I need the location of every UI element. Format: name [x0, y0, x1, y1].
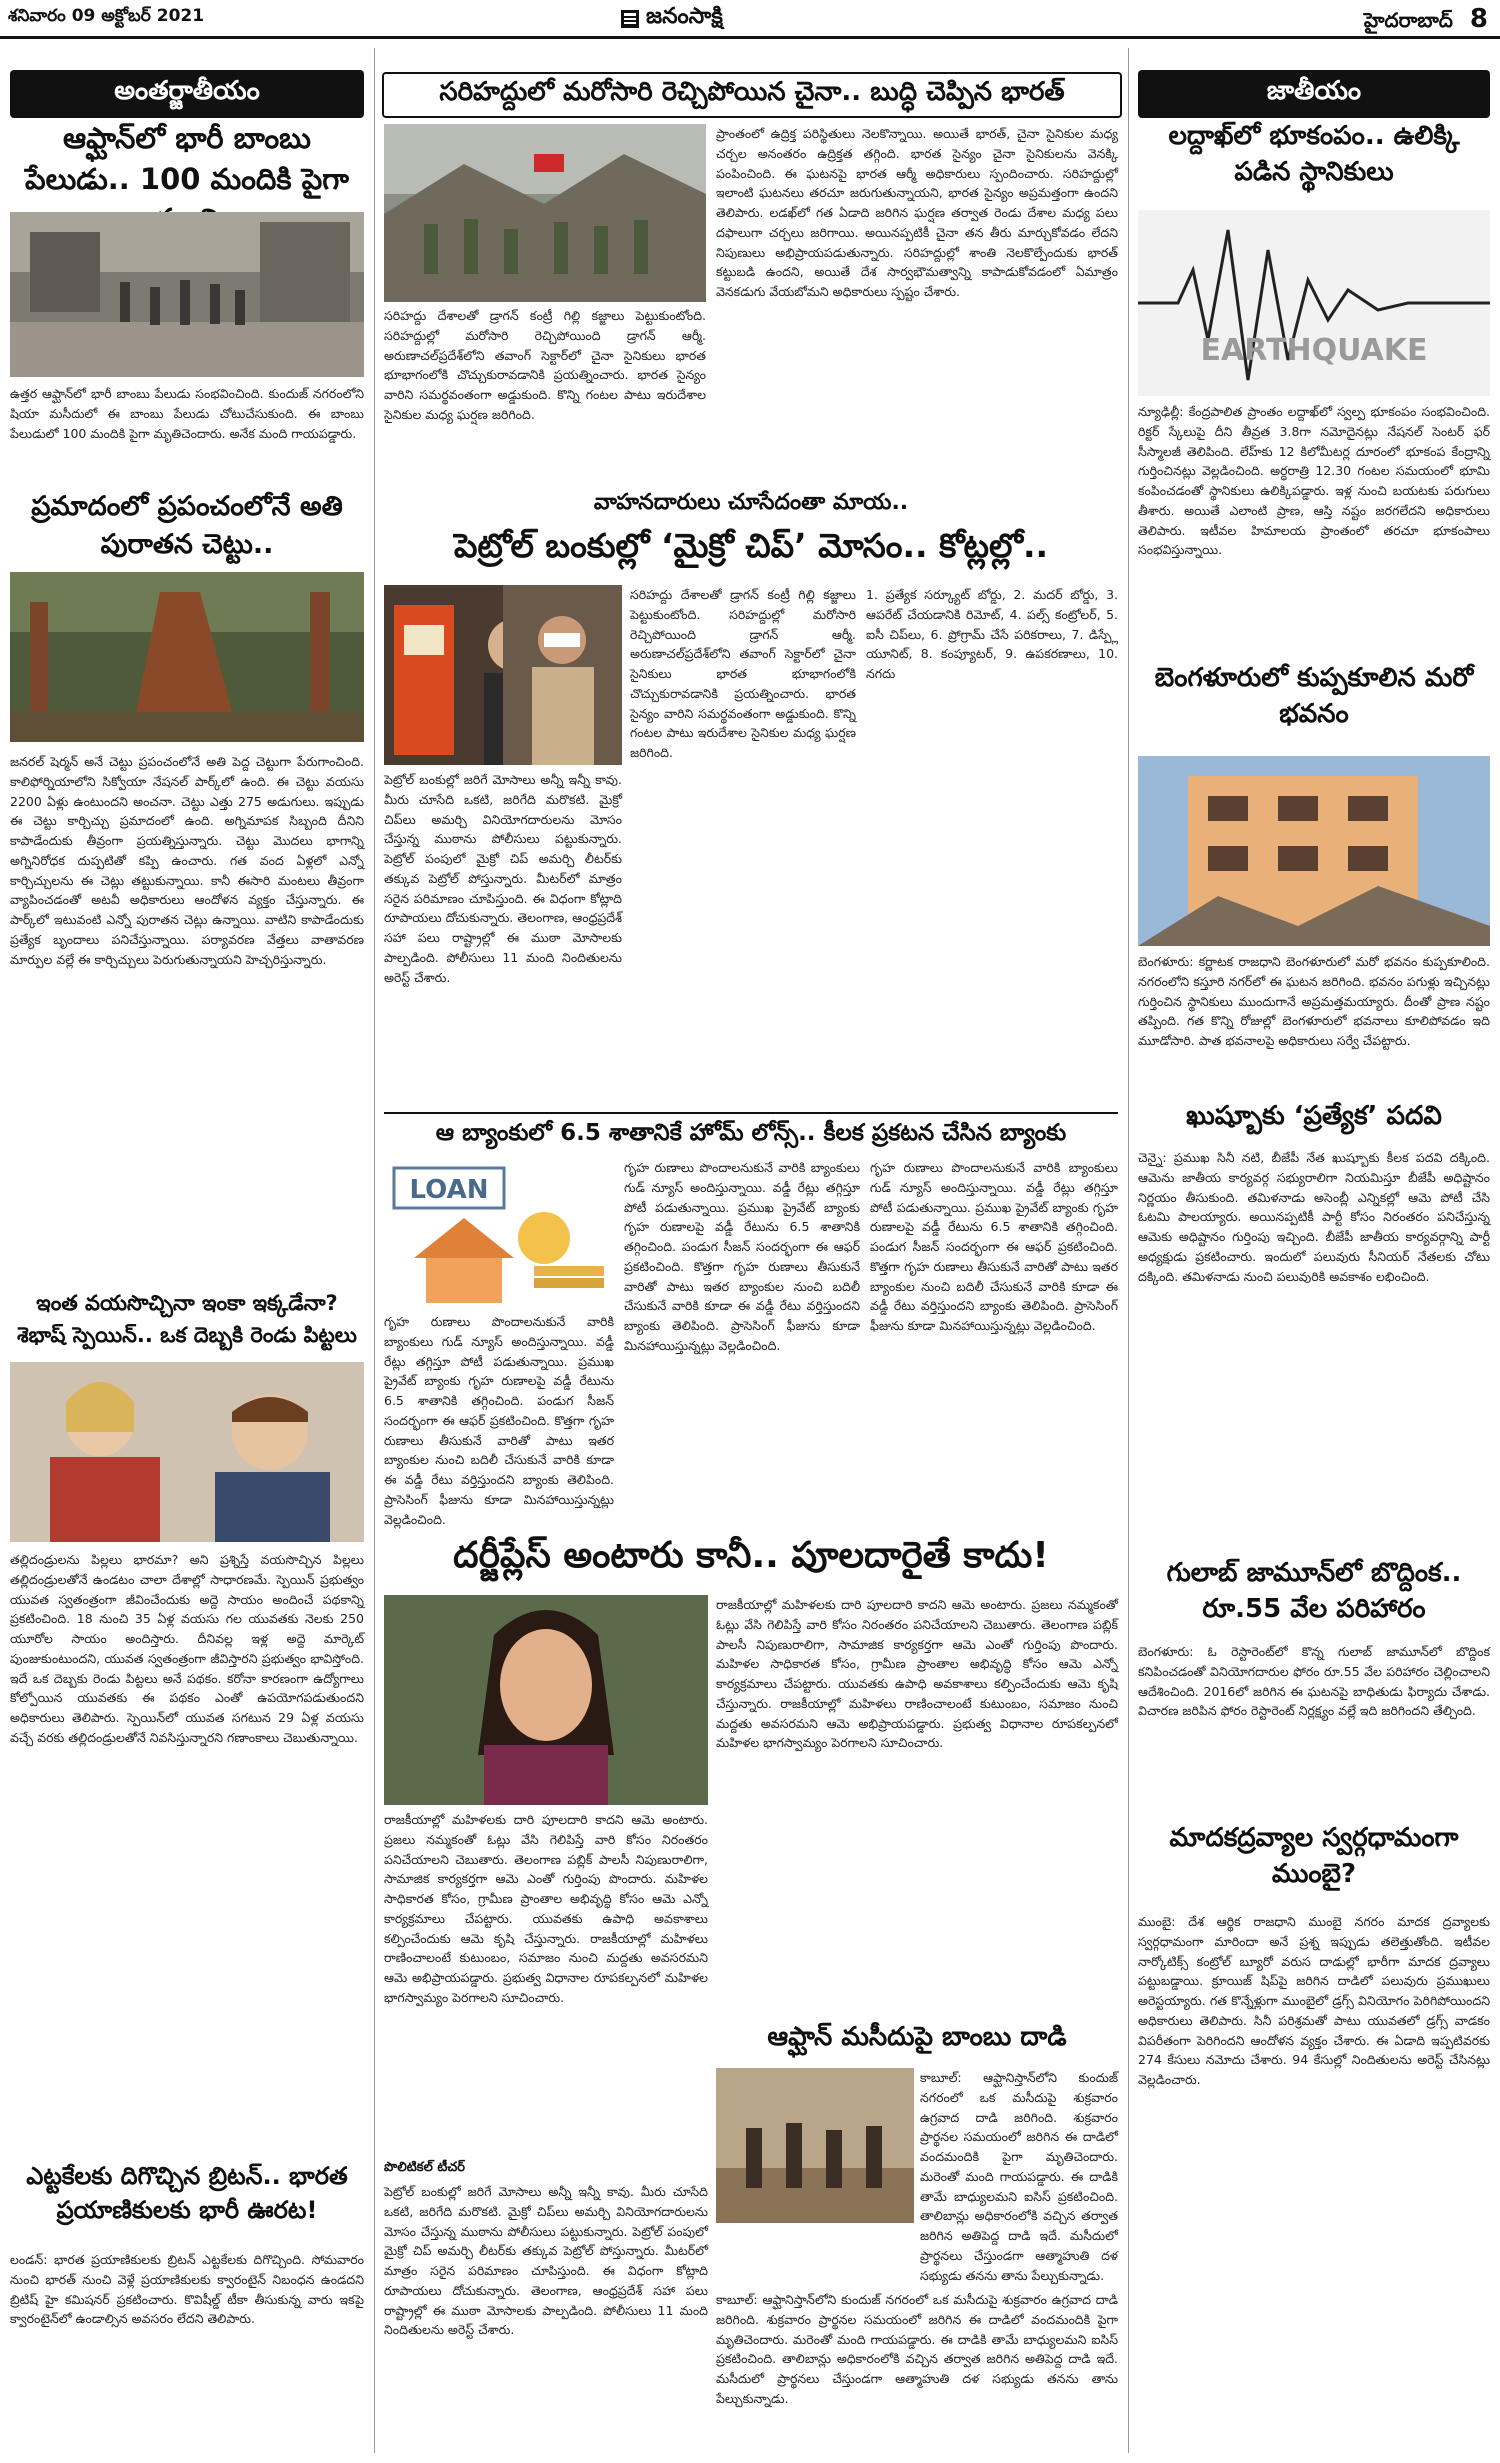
article-political-teacher-c: రాజకీయాల్లో మహిళలకు దారి పూలదారి కాదని ఆమె అంటారు. ప్రజలు నమ్మకంతో ఓట్లు వేసి గెలిపిస్తే వారి కోసం నిరంతరం పనిచేయాలని చెబుతారు. తెలంగాణ పబ్లిక్ పాలసీ నిపుణురాలిగా, సామాజిక కార్యకర్తగా ఆమె ఎంతో గుర్తింపు పొందారు. మహిళల సాధికారత కోసం, గ్రామీణ ప్రాంతాల అభివృద్ధి కోసం ఆమె ఎన్నో కార్యక్రమాలు చేపట్టారు. యువతకు ఉపాధి అవకాశాలు కల్పించేందుకు ఆమె కృషి చేస్తున్నారు. రాజకీయాల్లో మహిళలు రాణించాలంటే కుటుంబం, సమాజం నుంచి మద్దతు అవసరమని ఆమె అభిప్రాయపడ్డారు. ప్రభుత్వ విధానాల రూపకల్పనలో మహిళల భాగస్వామ్యం పెరగాలని సూచించారు. [716, 1597, 1118, 1751]
headline-khushbu: ఖుష్బూకు ‘ప్రత్యేక’ పదవి [1186, 1101, 1442, 1131]
article-ladakh-quake: న్యూఢిల్లీ: కేంద్రపాలిత ప్రాంతం లద్దాఖ్‌లో స్వల్ప భూకంపం సంభవించింది. రిక్టర్ స్కేలుపై దీని తీవ్రత 3.8గా నమోదైనట్లు నేషనల్ సెంటర్ ఫర్ సీస్మాలజీ తెలిపింది. లేహ్‌కు 12 కిలోమీటర్ల దూరంలో భూకంప కేంద్రాన్ని గుర్తించినట్లు వెల్లడించింది. అర్ధరాత్రి 12.30 గంటల సమయంలో భూమి కంపించడంతో స్థానికులు ఉలిక్కిపడ్డారు. ఇళ్ల నుంచి బయటకు పరుగులు తీశారు. అయితే ఎలాంటి ప్రాణ, ఆస్తి నష్టం జరగలేదని అధికారులు తెలిపారు. ఇటీవల హిమాలయ ప్రాంతంలో తరచూ భూకంపాలు సంభవిస్తున్నాయి. [1138, 404, 1490, 558]
headline-ancient-tree: ప్రమాదంలో ప్రపంచంలోనే అతి పురాతన చెట్టు.. [31, 491, 343, 560]
article-mosque-attack-a: కాబూల్: ఆఫ్ఘానిస్తాన్‌లోని కుందుజ్ నగరంలో ఒక మసీదుపై శుక్రవారం ఉగ్రవాద దాడి జరిగింది. శుక్రవారం ప్రార్థనల సమయంలో జరిగిన ఈ దాడిలో వందమందికి పైగా మృతిచెందారు. మరెంతో మంది గాయపడ్డారు. ఈ దాడికి తామే బాధ్యులమని ఐసిస్ ప్రకటించింది. తాలిబాన్లు అధికారంలోకి వచ్చిన తర్వాత జరిగిన అతిపెద్ద దాడి ఇదే. మసీదులో ప్రార్థనలు చేస్తుండగా ఆత్మాహుతి దళ సభ్యుడు తనను తాను పేల్చుకున్నాడు. [920, 2070, 1118, 2283]
photo-woman-portrait [384, 1595, 708, 1805]
article-petrol-chip-a: పెట్రోల్ బంకుల్లో జరిగే మోసాలు అన్నీ ఇన్నీ కావు. మీరు చూసేది ఒకటి, జరిగేది మరొకటి. మైక్రో చిప్‌లు అమర్చి వినియోగదారులను మోసం చేస్తున్న ముఠాను పోలీసులు పట్టుకున్నారు. పెట్రోల్ పంపులో మైక్రో చిప్ అమర్చి లీటర్‌కు తక్కువ పెట్రోల్ పోస్తున్నారు. మీటర్‌లో మాత్రం సరైన పరిమాణం చూపిస్తుంది. ఈ విధంగా కోట్లాది రూపాయలు దోచుకున్నారు. తెలంగాణ, ఆంధ్రప్రదేశ్ సహా పలు రాష్ట్రాల్లో ఈ ముఠా మోసాలకు పాల్పడింది. పోలీసులు 11 మంది నిందితులను అరెస్ట్ చేశారు. [384, 772, 622, 985]
page-number: 8 [1469, 4, 1488, 34]
photo-family [10, 1362, 364, 1542]
headline-box-china [382, 72, 1122, 118]
paper-name: జనంసాక్షి [646, 4, 723, 29]
kicker-petrol: వాహనదారులు చూసేదంతా మాయ.. [593, 490, 909, 515]
masthead [620, 4, 723, 34]
article-mumbai-drugs: ముంబై: దేశ ఆర్థిక రాజధాని ముంబై నగరం మాదక ద్రవ్యాలకు స్వర్గధామంగా మారిందా అనే ప్రశ్న ఇప్పుడు తలెత్తుతోంది. ఇటీవల నార్కోటిక్స్ కంట్రోల్ బ్యూరో వరుస దాడుల్లో భారీగా మాదక ద్రవ్యాలు పట్టుబడ్డాయి. క్రూయిజ్ షిప్‌పై జరిగిన దాడిలో పలువురు ప్రముఖులు అరెస్టయ్యారు. గత కొన్నేళ్లుగా ముంబైలో డ్రగ్స్ వినియోగం పెరిగిపోయిందని అధికారులు తెలిపారు. సినీ పరిశ్రమతో పాటు యువతలో డ్రగ్స్ వాడకం విపరీతంగా పెరిగిందని ఆందోళన వ్యక్తం చేశారు. ఈ ఏడాది ఇప్పటివరకు 274 కేసులు నమోదు చేశారు. 94 కేసుల్లో నిందితులను అరెస్ట్ చేసినట్లు వెల్లడించారు. [1138, 1914, 1490, 2087]
headline-mumbai-drugs: మాదకద్రవ్యాల స్వర్గధామంగా ముంబై? [1169, 1823, 1459, 1890]
edition-info [1364, 4, 1488, 37]
photo-seismograph [1138, 210, 1490, 396]
section-national: జాతీయం [1138, 70, 1490, 118]
article-china-border-right: ప్రాంతంలో ఉద్రిక్త పరిస్థితులు నెలకొన్నాయి. అయితే భారత్, చైనా సైనికుల మధ్య చర్చల అనంతరం ఉద్రిక్తత తగ్గింది. భారత సైన్యం చైనా సైనికులను వెనక్కి పంపించింది. ఈ ఘటనపై భారత ఆర్మీ అధికారులు స్పందించారు. సరిహద్దుల్లో ఇలాంటి ఘటనలు తరచూ జరుగుతున్నాయని, భారత సైన్యం అప్రమత్తంగా ఉందని తెలిపారు. లడఖ్‌లో గత ఏడాది జరిగిన ఘర్షణ తర్వాత రెండు దేశాల మధ్య పలు దఫాలుగా చర్చలు జరిగాయి. అయినప్పటికీ చైనా తన తీరు మార్చుకోవడం లేదని నిపుణులు అభిప్రాయపడుతున్నారు. సరిహద్దుల్లో శాంతి నెలకొల్పేందుకు భారత్ కట్టుబడి ఉందని, అయితే దేశ సార్వభౌమత్వాన్ని కాపాడుకోవడంలో ఏమాత్రం వెనకడుగు వేయబోమని అధికారులు స్పష్టం చేశారు. [716, 126, 1118, 299]
photo-loan-house [384, 1158, 614, 1308]
photo-ancient-tree [10, 572, 364, 742]
article-home-loans-b: గృహ రుణాలు పొందాలనుకునే వారికి బ్యాంకులు గుడ్ న్యూస్ అందిస్తున్నాయి. వడ్డీ రేట్లు తగ్గిస్తూ పోటీ పడుతున్నాయి. ప్రముఖ ప్రైవేట్ బ్యాంకు గృహ రుణాలపై వడ్డీ రేటును 6.5 శాతానికి తగ్గించింది. పండుగ సీజన్ సందర్భంగా ఈ ఆఫర్ ప్రకటించింది. కొత్తగా గృహ రుణాలు తీసుకునే వారితో పాటు ఇతర బ్యాంకుల నుంచి బదిలీ చేసుకునే వారికి కూడా ఈ వడ్డీ రేటు వర్తిస్తుందని బ్యాంకు తెలిపింది. ప్రాసెసింగ్ ఫీజును కూడా మినహాయిస్తున్నట్లు వెల్లడించింది. [624, 1160, 860, 1353]
headline-afghan-blast: ఆఫ్ఘాన్‌లో భారీ బాంబు పేలుడు.. 100 మందికి పైగా [25, 121, 349, 196]
photo-mosque-attack [716, 2068, 914, 2223]
article-bengaluru-building: బెంగళూరు: కర్ణాటక రాజధాని బెంగళూరులో మరో భవనం కుప్పకూలింది. నగరంలోని కస్తూరి నగర్‌లో ఈ ఘటన జరిగింది. భవనం పగుళ్లు ఇచ్చినట్లు గుర్తించిన స్థానికులు ముందుగానే అప్రమత్తమయ్యారు. దీంతో ప్రాణ నష్టం తప్పింది. గత కొన్ని రోజుల్లో బెంగళూరులో భవనాలు కూలిపోవడం ఇది మూడోసారి. పాత భవనాలపై అధికారులు సర్వే చేపట్టారు. [1138, 954, 1490, 1048]
article-afghan-blast: ఉత్తర ఆఫ్ఘాన్‌లో భారీ బాంబు పేలుడు సంభవించింది. కుందుజ్ నగరంలోని షియా మసీదులో ఈ బాంబు పేలుడు చోటుచేసుకుంది. ఈ బాంబు పేలుడులో 100 మందికి పైగా మృతిచెందారు. అనేక మంది గాయపడ్డారు. [10, 386, 364, 441]
article-home-loans-c: గృహ రుణాలు పొందాలనుకునే వారికి బ్యాంకులు గుడ్ న్యూస్ అందిస్తున్నాయి. వడ్డీ రేట్లు తగ్గిస్తూ పోటీ పడుతున్నాయి. ప్రముఖ ప్రైవేట్ బ్యాంకు గృహ రుణాలపై వడ్డీ రేటును 6.5 శాతానికి తగ్గించింది. పండుగ సీజన్ సందర్భంగా ఈ ఆఫర్ ప్రకటించింది. కొత్తగా గృహ రుణాలు తీసుకునే వారితో పాటు ఇతర బ్యాంకుల నుంచి బదిలీ చేసుకునే వారికి కూడా ఈ వడ్డీ రేటు వర్తిస్తుందని బ్యాంకు తెలిపింది. ప్రాసెసింగ్ ఫీజును కూడా మినహాయిస్తున్నట్లు వెల్లడించింది. [870, 1160, 1118, 1333]
header-divider [0, 36, 1500, 39]
headline-mosque-attack: ఆఫ్ఘాన్ మసీదుపై బాంబు దాడి [767, 2022, 1067, 2052]
photo-police-officer [384, 585, 622, 765]
edition-city: హైదరాబాద్ [1363, 8, 1453, 32]
headline-home-loans: ఆ బ్యాంకులో 6.5 శాతానికే హోమ్ లోన్స్.. కీలక ప్రకటన చేసిన బ్యాంకు [384, 1112, 1118, 1152]
photo-collapsed-building [1138, 756, 1490, 946]
headline-political-teacher: దర్జీప్లేస్ అంటారు కానీ.. పూలదారైతే కాదు! [453, 1535, 1049, 1576]
headline-britain-travel: ఎట్టకేలకు దిగొచ్చిన బ్రిటన్.. భారత ప్రయాణికులకు భారీ ఊరట! [26, 2162, 348, 2224]
article-china-border-left: సరిహద్దు దేశాలతో డ్రాగన్ కంట్రీ గిల్లి కజ్జాలు పెట్టుకుంటోంది. సరిహద్దుల్లో మరోసారి రెచ్చిపోయింది డ్రాగన్ ఆర్మీ. అరుణాచల్‌ప్రదేశ్‌లోని తవాంగ్ సెక్టార్‌లో చైనా సైనికులు భారత భూభాగంలోకి చొచ్చుకురావడానికి ప్రయత్నించారు. భారత సైన్యం వారిని సమర్థవంతంగా అడ్డుకుంది. కొన్ని గంటల పాటు ఇరుదేశాల సైనికుల మధ్య ఘర్షణ జరిగింది. [384, 308, 706, 422]
headline-china-border: సరిహద్దులో మరోసారి రెచ్చిపోయిన చైనా.. బుద్ధి చెప్పిన భారత్ [439, 77, 1065, 107]
headline-ladakh-quake: లద్దాఖ్‌లో భూకంపం.. ఉలిక్కి పడిన స్థానికులు [1168, 121, 1460, 188]
column-rule [1128, 48, 1129, 2453]
article-ancient-tree: జనరల్ షెర్మన్ అనే చెట్టు ప్రపంచంలోనే అతి పెద్ద చెట్టుగా పేరుగాంచింది. కాలిఫోర్నియాలోని సిక్వోయా నేషనల్ పార్క్‌లో ఉంది. ఈ చెట్టు వయసు 2200 ఏళ్లు ఉంటుందని అంచనా. చెట్టు ఎత్తు 275 అడుగులు. ఇప్పుడు ఈ చెట్టు కార్చిచ్చు ప్రమాదంలో ఉంది. అగ్నిమాపక సిబ్బంది దీనిని కాపాడేందుకు తీవ్రంగా ప్రయత్నిస్తున్నారు. చెట్టు మొదలు భాగాన్ని అగ్నినిరోధక దుప్పటితో కప్పి ఉంచారు. గత వంద ఏళ్లలో ఎన్నో కార్చిచ్చులను ఈ చెట్లు తట్టుకున్నాయి. కానీ ఈసారి మంటలు తీవ్రంగా వ్యాపించడంతో అటవీ అధికారులు ఆందోళన వ్యక్తం చేస్తున్నారు. ఈ పార్క్‌లో ఇటువంటి ఎన్నో పురాతన చెట్లు ఉన్నాయి. వాటిని కాపాడేందుకు ప్రత్యేక బృందాలు పనిచేస్తున్నాయి. పర్యావరణ వేత్తలు వాతావరణ మార్పుల వల్లే ఈ కార్చిచ్చులు పెరుగుతున్నాయని హెచ్చరిస్తున్నారు. [10, 754, 364, 967]
article-political-teacher-b: పెట్రోల్ బంకుల్లో జరిగే మోసాలు అన్నీ ఇన్నీ కావు. మీరు చూసేది ఒకటి, జరిగేది మరొకటి. మైక్రో చిప్‌లు అమర్చి వినియోగదారులను మోసం చేస్తున్న ముఠాను పోలీసులు పట్టుకున్నారు. పెట్రోల్ పంపులో మైక్రో చిప్ అమర్చి లీటర్‌కు తక్కువ పెట్రోల్ పోస్తున్నారు. మీటర్‌లో మాత్రం సరైన పరిమాణం చూపిస్తుంది. ఈ విధంగా కోట్లాది రూపాయలు దోచుకున్నారు. తెలంగాణ, ఆంధ్రప్రదేశ్ సహా పలు రాష్ట్రాల్లో ఈ ముఠా మోసాలకు పాల్పడింది. పోలీసులు 11 మంది నిందితులను అరెస్ట్ చేశారు. [384, 2184, 708, 2338]
headline-bengaluru-building: బెంగళూరులో కుప్పకూలిన మరో భవనం [1154, 663, 1474, 730]
article-britain-travel: లండన్: భారత ప్రయాణికులకు బ్రిటన్ ఎట్టకేలకు దిగొచ్చింది. సోమవారం నుంచి భారత్ నుంచి వెళ్లే ప్రయాణికులకు క్వారంటైన్ నిబంధన ఉండదని బ్రిటిష్ హై కమిషనర్ ప్రకటించారు. కొవిషీల్డ్ టీకా తీసుకున్న వారు ఇకపై క్వారంటైన్‌లో ఉండాల్సిన అవసరం లేదని తెలిపారు. [10, 2252, 364, 2327]
article-gulab-jamun: బెంగళూరు: ఓ రెస్టారెంట్‌లో కొన్న గులాబ్ జామూన్‌లో బొద్దింక కనిపించడంతో వినియోగదారుల ఫోరం రూ.55 వేల పరిహారం చెల్లించాలని ఆదేశించింది. 2016లో జరిగిన ఈ ఘటనపై బాధితుడు ఫిర్యాదు చేశాడు. విచారణ జరిపిన ఫోరం రెస్టారెంట్ నిర్లక్ష్యం వల్లే ఇది జరిగిందని తేల్చింది. [1138, 1644, 1490, 1719]
article-home-loans-a: గృహ రుణాలు పొందాలనుకునే వారికి బ్యాంకులు గుడ్ న్యూస్ అందిస్తున్నాయి. వడ్డీ రేట్లు తగ్గిస్తూ పోటీ పడుతున్నాయి. ప్రముఖ ప్రైవేట్ బ్యాంకు గృహ రుణాలపై వడ్డీ రేటును 6.5 శాతానికి తగ్గించింది. పండుగ సీజన్ సందర్భంగా ఈ ఆఫర్ ప్రకటించింది. కొత్తగా గృహ రుణాలు తీసుకునే వారితో పాటు ఇతర బ్యాంకుల నుంచి బదిలీ చేసుకునే వారికి కూడా ఈ వడ్డీ రేటు వర్తిస్తుందని బ్యాంకు తెలిపింది. ప్రాసెసింగ్ ఫీజును కూడా మినహాయిస్తున్నట్లు వెల్లడించింది. [384, 1314, 614, 1527]
svg-text:LOAN: LOAN [409, 1175, 489, 1205]
headline-spain-youth: ఇంత వయసొచ్చినా ఇంకా ఇక్కడేనా? శెభాష్ స్పెయిన్.. ఒక దెబ్బకి రెండు పిట్టలు [17, 1291, 357, 1347]
article-petrol-chip-list: 1. ప్రత్యేక సర్క్యూట్ బోర్డు, 2. మదర్ బోర్డు, 3. ఆపరేట్ చేయడానికి రిమోట్, 4. పల్స్ కంట్రోలర్, 5. ఐసీ చిప్‌లు, 6. ప్రోగ్రామ్ చేసే పరికరాలు, 7. డిస్ప్లే యూనిట్, 8. కంప్యూటర్, 9. ఉపకరణాలు, 10. నగదు [866, 587, 1118, 681]
headline-gulab-jamun: గులాబ్ జామూన్‌లో బొద్దింక.. రూ.55 వేల పరిహారం [1166, 1558, 1462, 1625]
newspaper-logo-icon [620, 9, 640, 29]
article-spain-youth: తల్లిదండ్రులను పిల్లలు భారమా? అని ప్రశ్నిస్తే వయసొచ్చిన పిల్లలు తల్లిదండ్రులతోనే ఉండటం చాలా దేశాల్లో సాధారణమే. స్పెయిన్ ప్రభుత్వం యువత స్వతంత్రంగా జీవించేందుకు అద్దె సాయం అందించే పథకాన్ని ప్రకటించింది. 18 నుంచి 35 ఏళ్ల వయసు గల యువతకు నెలకు 250 యూరోల సాయం అందిస్తారు. దీనివల్ల ఇళ్ల అద్దె మార్కెట్ పుంజుకుంటుందని, యువత స్వతంత్రంగా జీవిస్తారని ప్రభుత్వం భావిస్తోంది. ఇదే ఒక దెబ్బకు రెండు పిట్టలు అనే పథకం. కరోనా కారణంగా ఉద్యోగాలు కోల్పోయిన యువతకు ఈ పథకం ఎంతో ఉపయోగపడుతుందని అధికారులు తెలిపారు. స్పెయిన్‌లో యువత సగటున 29 ఏళ్ల వయసు వచ్చే వరకు తల్లిదండ్రులతోనే నివసిస్తున్నారని గణాంకాలు చెబుతున్నాయి. [10, 1552, 364, 1745]
issue-date: శనివారం 09 అక్టోబర్ 2021 [8, 6, 205, 26]
section-international: అంతర్జాతీయం [10, 70, 364, 118]
article-khushbu: చెన్నై: ప్రముఖ సినీ నటి, బీజేపీ నేత ఖుష్బూకు కీలక పదవి దక్కింది. ఆమెను జాతీయ కార్యవర్గ సభ్యురాలిగా నియమిస్తూ బీజేపీ అధిష్టానం నిర్ణయం తీసుకుంది. తమిళనాడు అసెంబ్లీ ఎన్నికల్లో ఆమె పోటీ చేసి ఓటమి పాలయ్యారు. అయినప్పటికీ పార్టీ కోసం నిరంతరం పనిచేస్తున్న ఆమెకు అధిష్టానం గుర్తింపు ఇచ్చింది. బీజేపీ జాతీయ కార్యవర్గాన్ని పార్టీ అధ్యక్షుడు ప్రకటించారు. ఇందులో పలువురు సీనియర్ నేతలకు చోటు దక్కింది. తమిళనాడు నుంచి పలువురికి అవకాశం లభించింది. [1138, 1150, 1490, 1284]
headline-petrol-chip: పెట్రోల్ బంకుల్లో ‘మైక్రో చిప్’ మోసం.. కోట్లల్లో.. [453, 526, 1049, 565]
photo-border-troops [384, 124, 706, 302]
article-petrol-chip-b: సరిహద్దు దేశాలతో డ్రాగన్ కంట్రీ గిల్లి కజ్జాలు పెట్టుకుంటోంది. సరిహద్దుల్లో మరోసారి రెచ్చిపోయింది డ్రాగన్ ఆర్మీ. అరుణాచల్‌ప్రదేశ్‌లోని తవాంగ్ సెక్టార్‌లో చైనా సైనికులు భారత భూభాగంలోకి చొచ్చుకురావడానికి ప్రయత్నించారు. భారత సైన్యం వారిని సమర్థవంతంగా అడ్డుకుంది. కొన్ని గంటల పాటు ఇరుదేశాల సైనికుల మధ్య ఘర్షణ జరిగింది. [630, 587, 856, 760]
photo-blast-site [10, 212, 364, 377]
article-mosque-attack-b: కాబూల్: ఆఫ్ఘానిస్తాన్‌లోని కుందుజ్ నగరంలో ఒక మసీదుపై శుక్రవారం ఉగ్రవాద దాడి జరిగింది. శుక్రవారం ప్రార్థనల సమయంలో జరిగిన ఈ దాడిలో వందమందికి పైగా మృతిచెందారు. మరెంతో మంది గాయపడ్డారు. ఈ దాడికి తామే బాధ్యులమని ఐసిస్ ప్రకటించింది. తాలిబాన్లు అధికారంలోకి వచ్చిన తర్వాత జరిగిన అతిపెద్ద దాడి ఇదే. మసీదులో ప్రార్థనలు చేస్తుండగా ఆత్మాహుతి దళ సభ్యుడు తనను తాను పేల్చుకున్నాడు. [716, 2292, 1118, 2406]
article-political-teacher-a: రాజకీయాల్లో మహిళలకు దారి పూలదారి కాదని ఆమె అంటారు. ప్రజలు నమ్మకంతో ఓట్లు వేసి గెలిపిస్తే వారి కోసం నిరంతరం పనిచేయాలని చెబుతారు. తెలంగాణ పబ్లిక్ పాలసీ నిపుణురాలిగా, సామాజిక కార్యకర్తగా ఆమె ఎంతో గుర్తింపు పొందారు. మహిళల సాధికారత కోసం, గ్రామీణ ప్రాంతాల అభివృద్ధి కోసం ఆమె ఎన్నో కార్యక్రమాలు చేపట్టారు. యువతకు ఉపాధి అవకాశాలు కల్పించేందుకు ఆమె కృషి చేస్తున్నారు. రాజకీయాల్లో మహిళలు రాణించాలంటే కుటుంబం, సమాజం నుంచి మద్దతు అవసరమని ఆమె అభిప్రాయపడ్డారు. ప్రభుత్వ విధానాల రూపకల్పనలో మహిళల భాగస్వామ్యం పెరగాలని సూచించారు. [384, 1812, 708, 2005]
column-rule [374, 48, 375, 2453]
subheading-political-teacher: పొలిటికల్ టీచర్ [384, 2160, 465, 2175]
earthquake-image-text: EARTHQUAKE [1200, 333, 1428, 368]
